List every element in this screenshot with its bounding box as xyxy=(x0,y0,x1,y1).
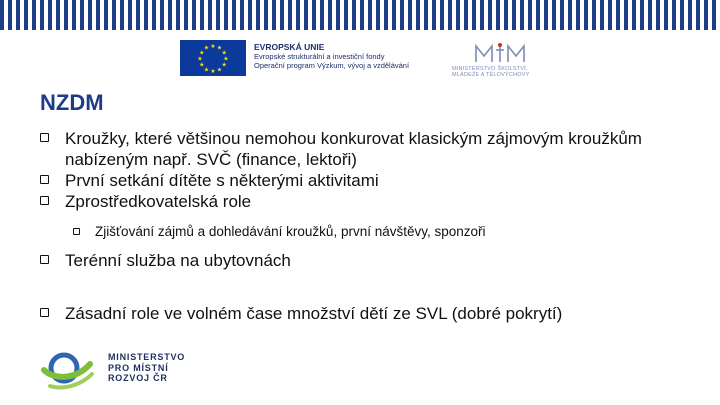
svg-text:★: ★ xyxy=(199,49,205,57)
msmt-line-2: MLÁDEŽE A TĚLOVÝCHOVY xyxy=(452,72,530,78)
eu-line-2: Evropské strukturální a investiční fondy xyxy=(254,52,385,61)
msmt-line-1: MINISTERSTVO ŠKOLSTVÍ, xyxy=(452,66,528,72)
mmr-emblem-icon xyxy=(36,350,98,392)
bullet-text: Zásadní role ve volném čase množství dětí ze SVL (dobré pokrytí) xyxy=(65,304,563,323)
slide-title: NZDM xyxy=(40,90,104,115)
svg-text:★: ★ xyxy=(223,55,229,63)
msmt-caption xyxy=(452,66,529,78)
square-bullet-icon xyxy=(40,133,49,142)
bullet-item xyxy=(40,250,690,271)
square-bullet-icon xyxy=(40,175,49,184)
sub-bullet-text: Zjišťování zájmů a dohledávání kroužků, první návštěvy, sponzoři xyxy=(95,224,486,239)
mmr-line-3: ROZVOJ ČR xyxy=(108,373,168,383)
eu-line-3: Operační program Výzkum, vývoj a vzdělávání xyxy=(254,61,410,70)
svg-text:★: ★ xyxy=(203,44,210,52)
svg-text:★: ★ xyxy=(210,68,216,75)
bullet-list xyxy=(40,128,690,324)
eu-funds-logo xyxy=(180,40,432,80)
msmt-emblem-icon xyxy=(470,42,530,66)
bullet-item xyxy=(40,191,690,212)
svg-text:★: ★ xyxy=(216,44,223,52)
mmr-logo xyxy=(36,350,206,396)
square-bullet-icon xyxy=(40,308,49,317)
svg-text:★: ★ xyxy=(203,66,210,74)
sub-bullet-item xyxy=(73,223,690,241)
square-bullet-icon xyxy=(40,196,49,205)
top-stripe-bar xyxy=(0,0,720,30)
eu-logo-text xyxy=(254,43,409,70)
svg-text:★: ★ xyxy=(197,55,203,63)
eu-name: EVROPSKÁ UNIE xyxy=(254,42,325,52)
bullet-item xyxy=(40,128,690,170)
mmr-line-1: MINISTERSTVO xyxy=(108,352,186,362)
svg-text:★: ★ xyxy=(210,43,216,50)
mmr-line-2: PRO MÍSTNÍ xyxy=(108,362,169,373)
square-bullet-icon xyxy=(73,228,80,235)
bullet-item xyxy=(40,170,690,191)
eu-flag-icon xyxy=(180,40,246,76)
svg-text:★: ★ xyxy=(216,66,223,74)
square-bullet-icon xyxy=(40,255,49,264)
bullet-text: První setkání dítěte s některými aktivitami xyxy=(65,171,379,190)
bullet-text: Kroužky, které většinou nemohou konkurovat klasickým zájmovým kroužkům nabízeným např. SVČ (finance, lektoři) xyxy=(65,129,642,169)
svg-text:★: ★ xyxy=(221,49,227,57)
mmr-logo-text xyxy=(108,352,185,384)
bullet-text: Zprostředkovatelská role xyxy=(65,192,252,211)
svg-text:★: ★ xyxy=(221,61,227,69)
svg-text:★: ★ xyxy=(199,61,205,69)
msmt-logo xyxy=(448,42,538,82)
bullet-text: Terénní služba na ubytovnách xyxy=(65,251,291,270)
bullet-item xyxy=(40,303,690,324)
